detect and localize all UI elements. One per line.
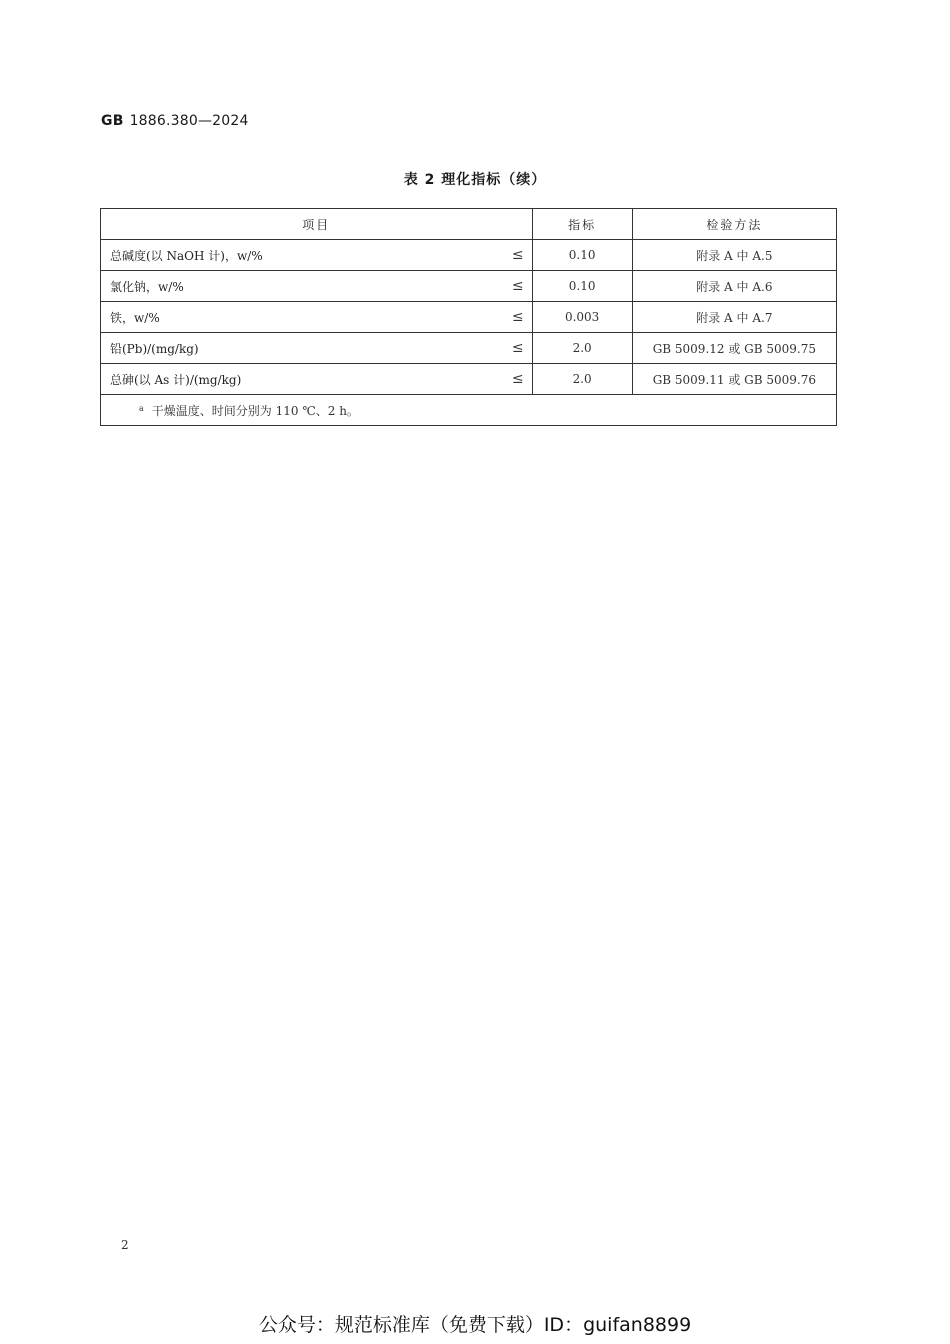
- spec-table: [100, 208, 837, 426]
- table-footnote-row: [101, 395, 837, 426]
- standard-number: 1886.380—2024: [129, 113, 249, 129]
- value-cell: 0.003: [532, 302, 632, 333]
- method-cell: 附录 A 中 A.6: [632, 271, 836, 302]
- column-header-method: 检验方法: [632, 209, 836, 240]
- table-row: [101, 364, 837, 395]
- table-header-row: [101, 209, 837, 240]
- value-cell: 0.10: [532, 271, 632, 302]
- value-cell: 0.10: [532, 240, 632, 271]
- item-cell: [101, 240, 533, 271]
- item-cell: [101, 364, 533, 395]
- item-cell: [101, 333, 533, 364]
- table-row: [101, 302, 837, 333]
- value-cell: 2.0: [532, 364, 632, 395]
- column-header-value: 指标: [532, 209, 632, 240]
- footnote-mark: a: [139, 403, 144, 413]
- table-caption: 表 2 理化指标（续）: [403, 172, 547, 188]
- item-label: 铁，w/%: [110, 310, 160, 325]
- item-cell: [101, 302, 533, 333]
- page-number: 2: [121, 1238, 129, 1252]
- method-cell: GB 5009.12 或 GB 5009.75: [632, 333, 836, 364]
- less-or-equal-symbol: ≤: [511, 309, 524, 325]
- value-cell: 2.0: [532, 333, 632, 364]
- table-row: [101, 240, 837, 271]
- item-label: 铅(Pb)/(mg/kg): [110, 341, 199, 356]
- footnote-cell: [101, 395, 837, 426]
- table-row: [101, 333, 837, 364]
- watermark-text: 公众号：规范标准库（免费下载）ID：guifan8899: [258, 1314, 692, 1336]
- less-or-equal-symbol: ≤: [511, 278, 524, 294]
- standard-prefix: GB: [101, 113, 124, 129]
- less-or-equal-symbol: ≤: [511, 340, 524, 356]
- table-row: [101, 271, 837, 302]
- method-cell: GB 5009.11 或 GB 5009.76: [632, 364, 836, 395]
- item-label: 总砷(以 As 计)/(mg/kg): [110, 372, 242, 387]
- less-or-equal-symbol: ≤: [511, 247, 524, 263]
- item-label: 氯化钠，w/%: [110, 279, 184, 294]
- item-cell: [101, 271, 533, 302]
- item-label: 总碱度(以 NaOH 计)，w/%: [110, 248, 263, 263]
- method-cell: 附录 A 中 A.5: [632, 240, 836, 271]
- method-cell: 附录 A 中 A.7: [632, 302, 836, 333]
- less-or-equal-symbol: ≤: [511, 371, 524, 387]
- footnote-text: 干燥温度、时间分别为 110 ℃、2 h。: [151, 403, 359, 418]
- standard-code: [101, 113, 249, 129]
- column-header-item: 项目: [101, 209, 533, 240]
